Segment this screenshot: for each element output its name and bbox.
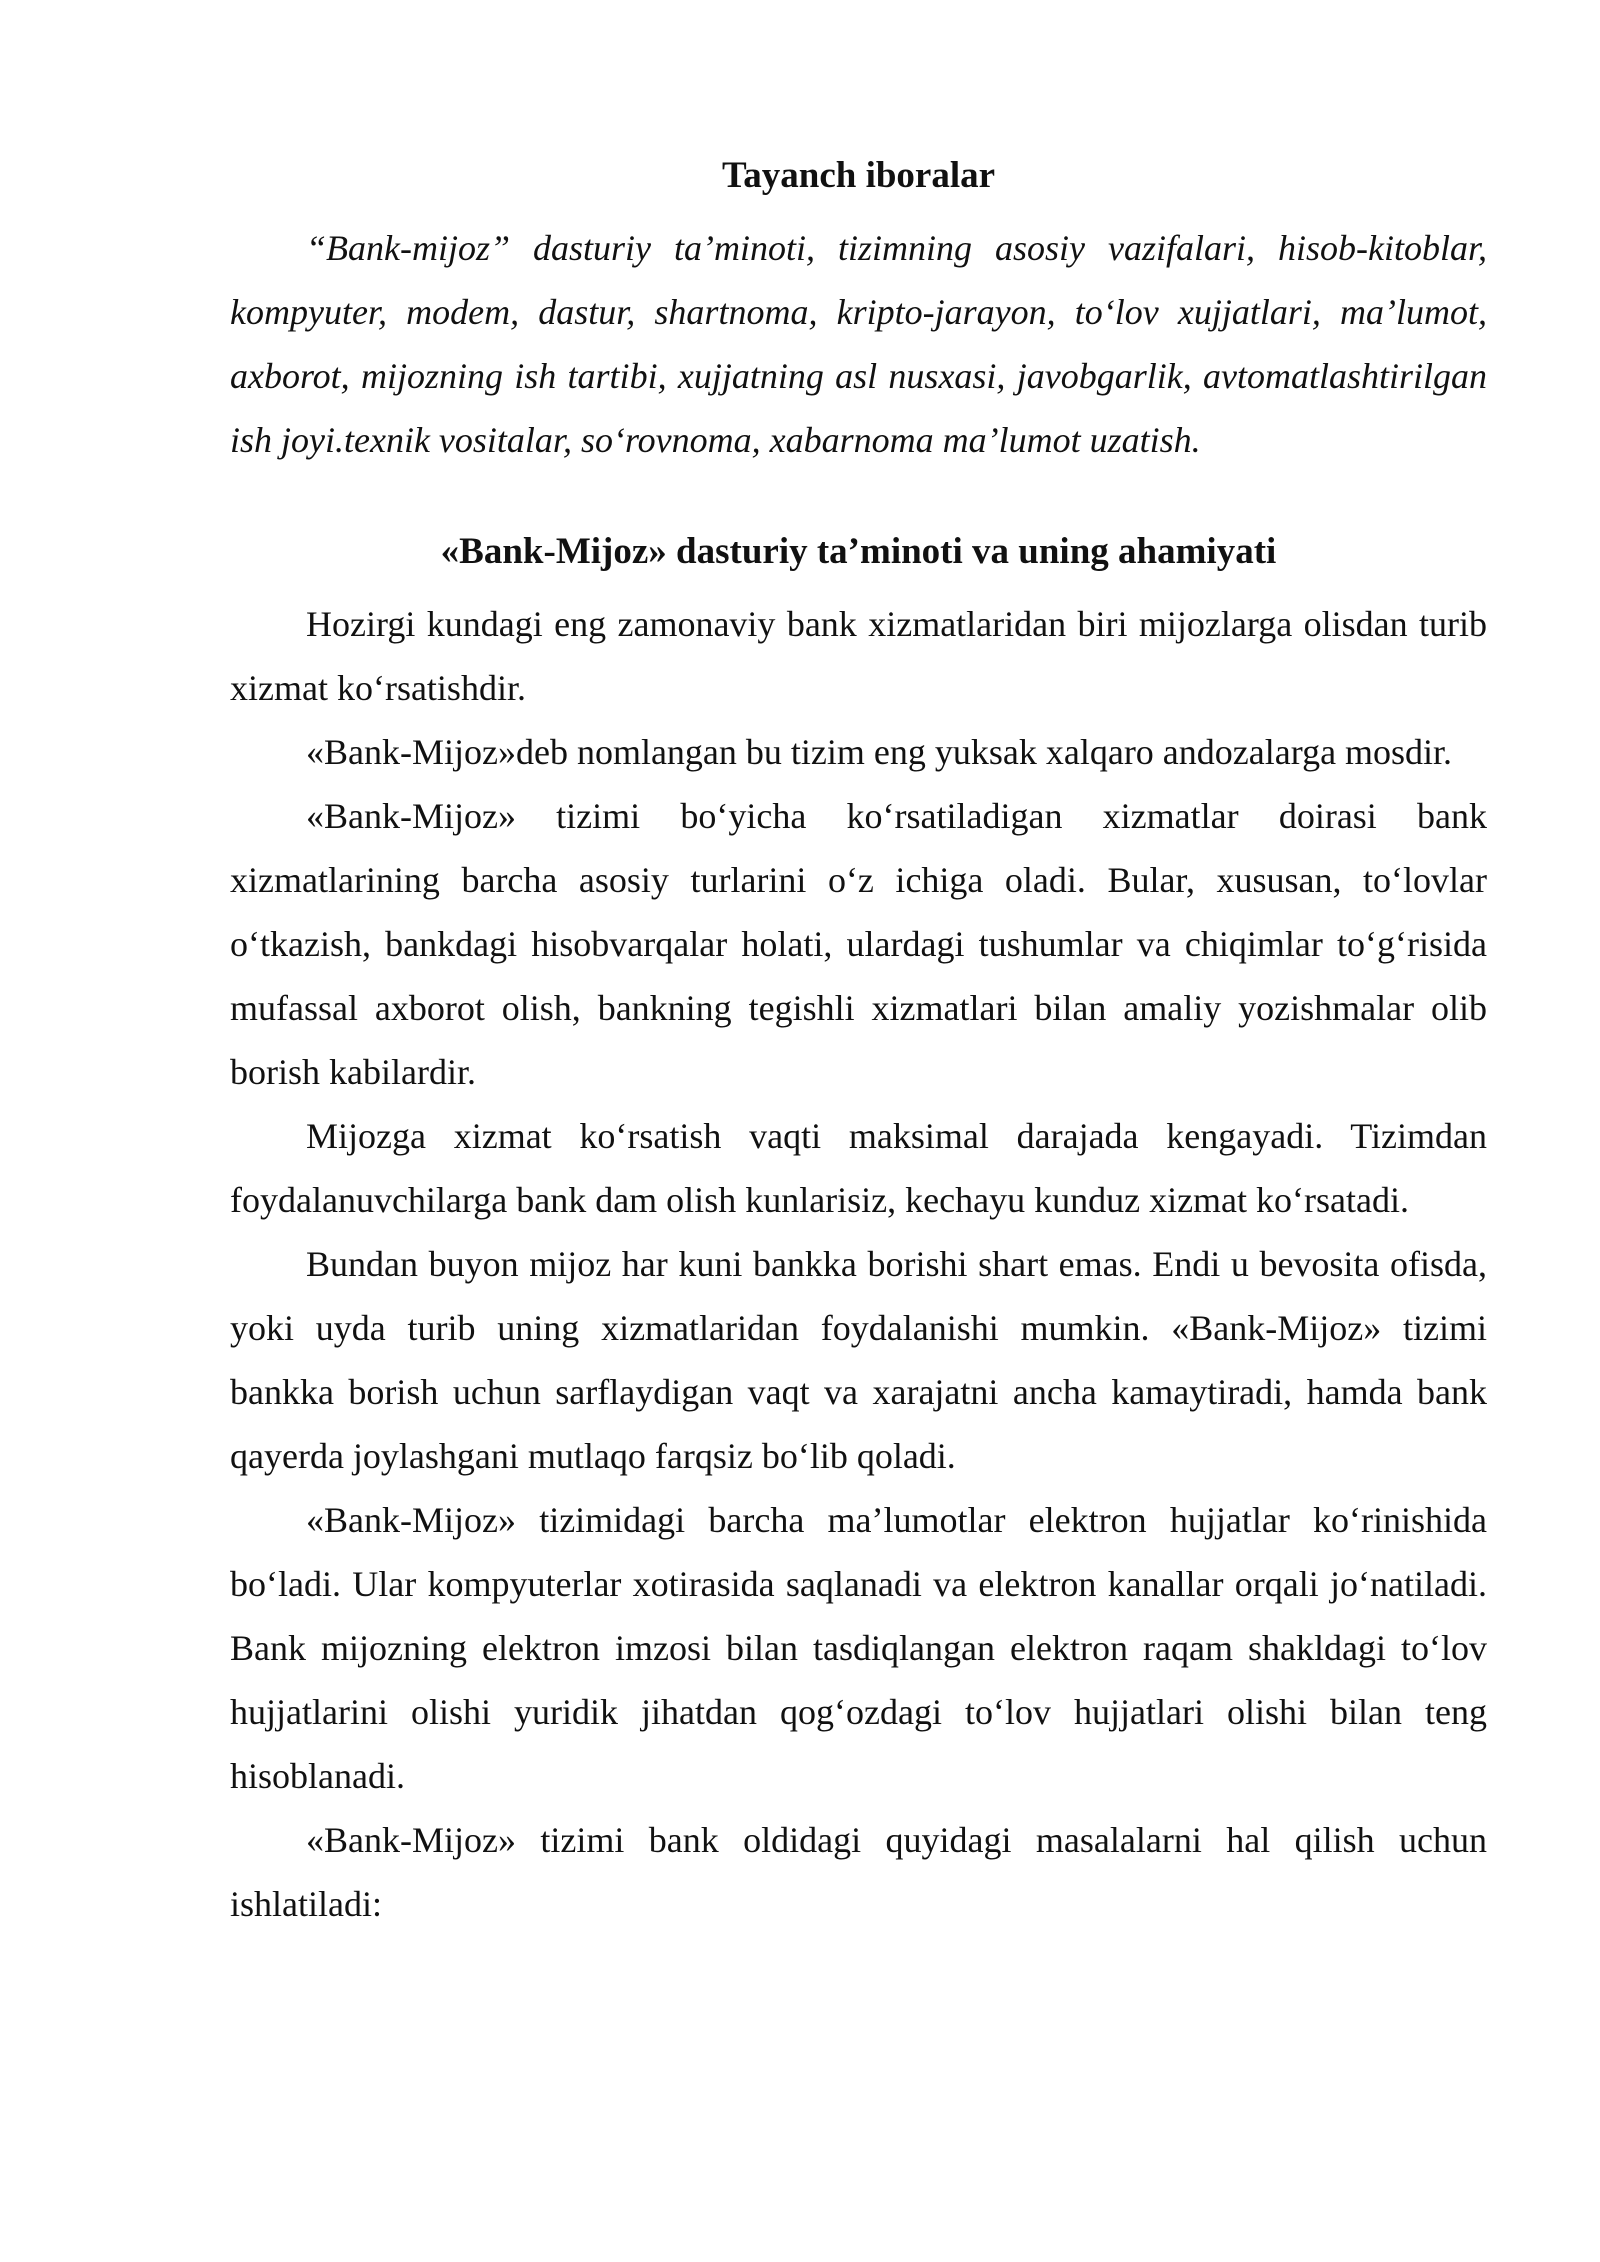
body-paragraph-7: «Bank-Mijoz» tizimi bank oldidagi quyidagi masalalarni hal qilish uchun ishlatiladi: bbox=[230, 1820, 1487, 1924]
body-paragraph-3: «Bank-Mijoz» tizimi bo‘yicha ko‘rsatiladigan xizmatlar doirasi bank xizmatlarining barcha asosiy turlarini o‘z ichiga oladi. Bular, xususan, to‘lovlar o‘tkazish, bankdagi hisobvarqalar holati, ulardagi tushumlar va chiqimlar to‘g‘risida mufassal axborot olish, bankning tegishli xizmatlari bilan amaliy yozishmalar olib borish kabilardir. bbox=[230, 796, 1487, 1092]
body-paragraph-5: Bundan buyon mijoz har kuni bankka borishi shart emas. Endi u bevosita ofisda, yoki uyda turib uning xizmatlaridan foydalanishi mumkin. «Bank-Mijoz» tizimi bankka borish uchun sarflaydigan vaqt va xarajatni ancha kamaytiradi, hamda bank qayerda joylashgani mutlaqo farqsiz bo‘lib qoladi. bbox=[230, 1244, 1487, 1476]
body-paragraph-6: «Bank-Mijoz» tizimidagi barcha ma’lumotlar elektron hujjatlar ko‘rinishida bo‘ladi. Ular kompyuterlar xotirasida saqlanadi va elektron kanallar orqali jo‘natiladi. Bank mijozning elektron imzosi bilan tasdiqlangan elektron raqam shakldagi to‘lov hujjatlarini olishi yuridik jihatdan qog‘ozdagi to‘lov hujjatlari olishi bilan teng hisoblanadi. bbox=[230, 1500, 1487, 1796]
keywords-heading: Tayanch iboralar bbox=[721, 155, 996, 196]
body-paragraph-4: Mijozga xizmat ko‘rsatish vaqti maksimal darajada kengayadi. Tizimdan foydalanuvchilarga bank dam olish kunlarisiz, kechayu kunduz xizmat ko‘rsatadi. bbox=[230, 1116, 1487, 1220]
section-spacer bbox=[230, 472, 1487, 524]
keywords-paragraph: “Bank-mijoz” dasturiy ta’minoti, tizimning asosiy vazifalari, hisob-kitoblar, kompyuter, modem, dastur, shartnoma, kripto-jarayon, to‘lov xujjatlari, ma’lumot, axborot, mijozning ish tartibi, xujjatning asl nusxasi, javobgarlik, avtomatlashtirilgan ish joyi.texnik vositalar, so‘rovnoma, xabarnoma ma’lumot uzatish. bbox=[230, 228, 1487, 460]
body-paragraph-2: «Bank-Mijoz»deb nomlangan bu tizim eng yuksak xalqaro andozalarga mosdir. bbox=[306, 732, 1453, 772]
document-page bbox=[230, 148, 1487, 1936]
section-heading: «Bank-Mijoz» dasturiy ta’minoti va uning ahamiyati bbox=[440, 531, 1277, 572]
body-paragraph-1: Hozirgi kundagi eng zamonaviy bank xizmatlaridan biri mijozlarga olisdan turib xizmat ko‘rsatishdir. bbox=[230, 604, 1487, 708]
